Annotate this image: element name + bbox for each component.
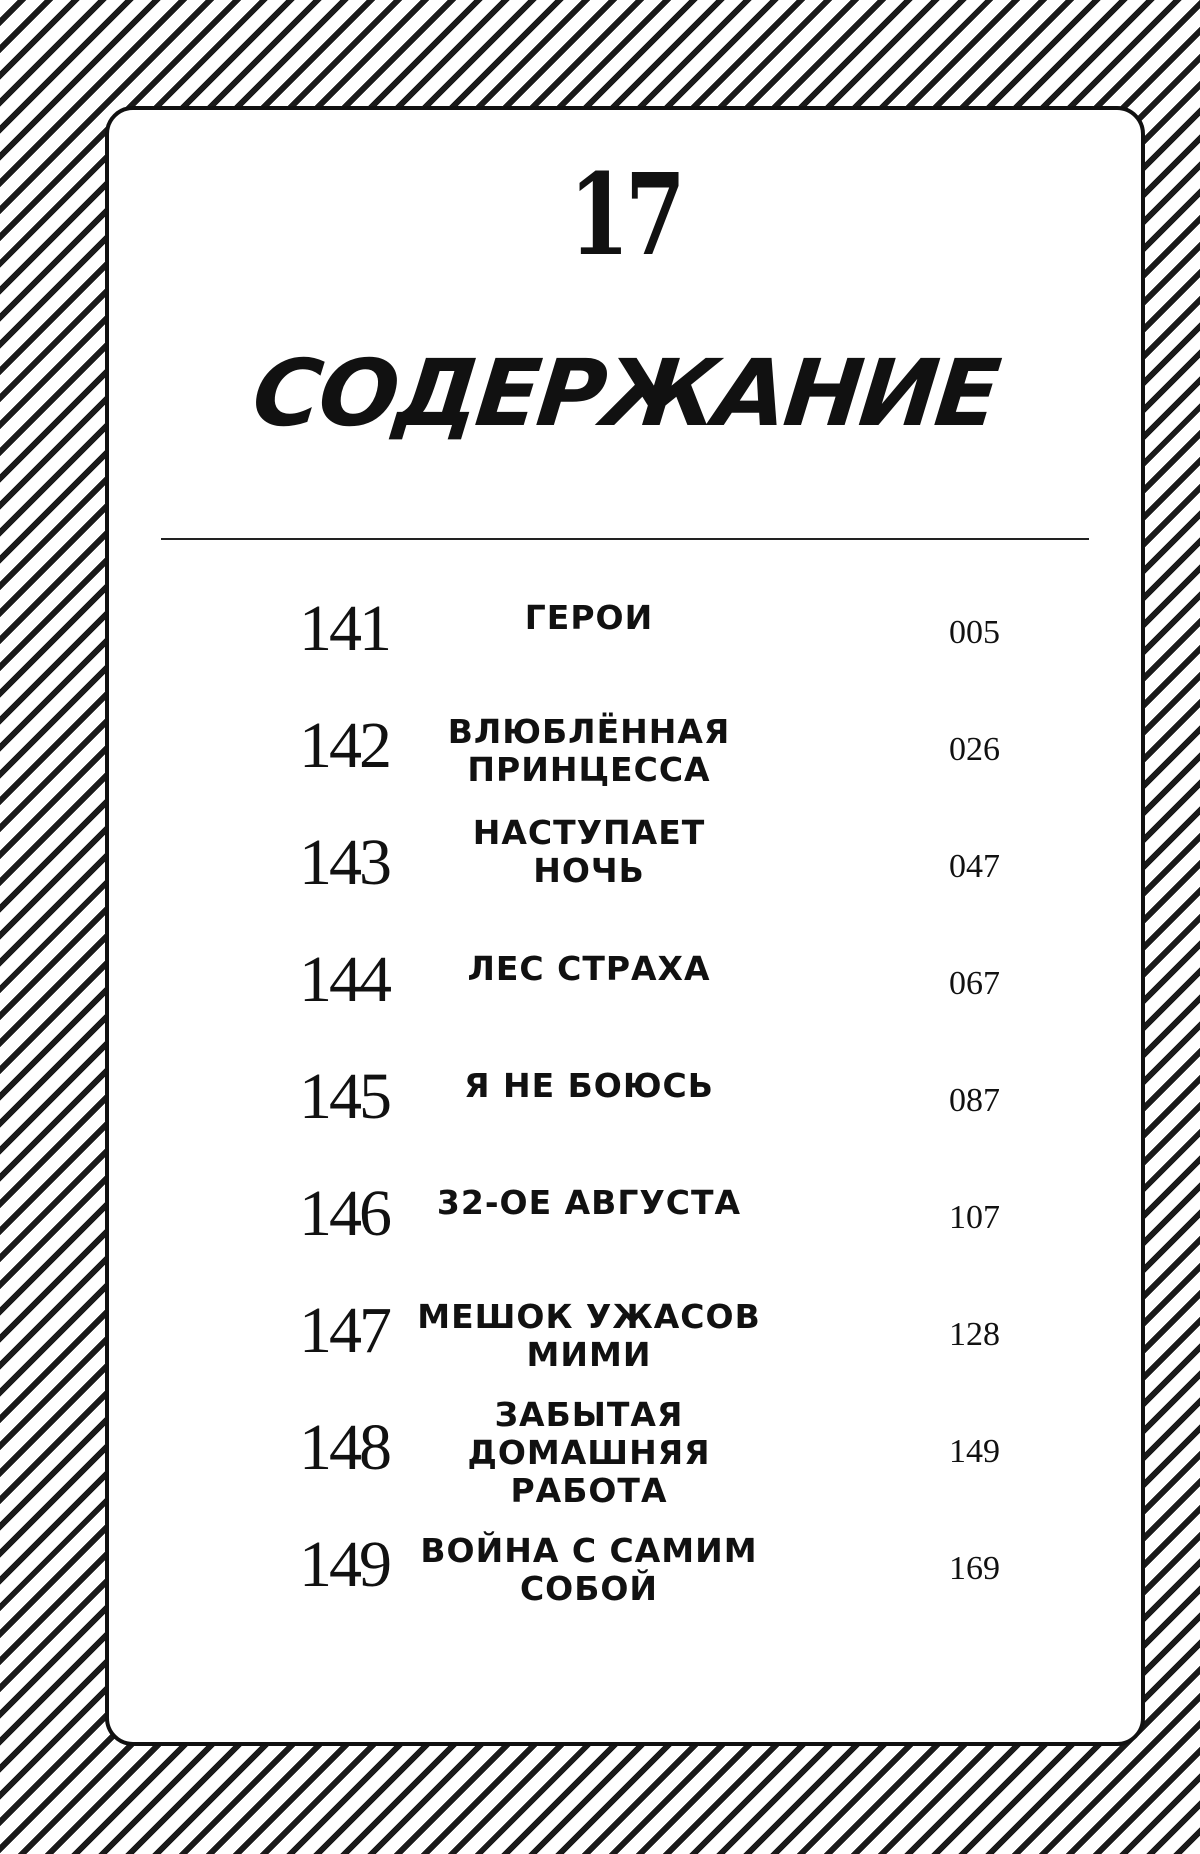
chapter-row[interactable] xyxy=(109,813,1141,939)
chapter-page: 087 xyxy=(949,1082,1000,1119)
contents-panel xyxy=(105,106,1145,1746)
chapter-page: 169 xyxy=(949,1550,1000,1587)
chapter-row[interactable] xyxy=(109,939,1141,1056)
chapter-row[interactable] xyxy=(109,1524,1141,1641)
chapter-page: 107 xyxy=(949,1199,1000,1236)
chapter-list xyxy=(109,588,1141,1641)
chapter-title: НАСТУПАЕТ НОЧЬ xyxy=(472,813,706,890)
chapter-number: 147 xyxy=(299,1294,389,1367)
chapter-row[interactable] xyxy=(109,1290,1141,1407)
chapter-row[interactable] xyxy=(109,705,1141,822)
chapter-title: ВОЙНА С САМИМ СОБОЙ xyxy=(420,1531,758,1608)
chapter-page: 128 xyxy=(949,1316,1000,1353)
chapter-number: 142 xyxy=(299,709,389,782)
chapter-row[interactable] xyxy=(109,1173,1141,1290)
chapter-title: 32-ОЕ АВГУСТА xyxy=(436,1183,742,1222)
chapter-number: 146 xyxy=(299,1177,389,1250)
chapter-number: 145 xyxy=(299,1060,389,1133)
chapter-page: 149 xyxy=(949,1433,1000,1470)
divider xyxy=(161,538,1089,540)
chapter-title: МЕШОК УЖАСОВ МИМИ xyxy=(417,1297,761,1374)
volume-number: 17 xyxy=(568,150,682,281)
chapter-title: ГЕРОИ xyxy=(524,598,654,637)
chapter-page: 067 xyxy=(949,965,1000,1002)
chapter-number: 148 xyxy=(299,1411,389,1484)
chapter-title: ЗАБЫТАЯ ДОМАШНЯЯ РАБОТА xyxy=(467,1395,711,1510)
chapter-row[interactable] xyxy=(109,1395,1141,1524)
chapter-row[interactable] xyxy=(109,1056,1141,1173)
chapter-number: 149 xyxy=(299,1528,389,1601)
chapter-page: 005 xyxy=(949,614,1000,651)
chapter-page: 047 xyxy=(949,848,1000,885)
chapter-page: 026 xyxy=(949,731,1000,768)
chapter-number: 141 xyxy=(299,592,389,665)
chapter-number: 144 xyxy=(299,943,389,1016)
chapter-title: Я НЕ БОЮСЬ xyxy=(464,1066,714,1105)
chapter-title: ВЛЮБЛЁННАЯ ПРИНЦЕССА xyxy=(447,712,731,789)
page-title: СОДЕРЖАНИЕ xyxy=(247,340,1003,447)
chapter-number: 143 xyxy=(299,826,389,899)
chapter-row[interactable] xyxy=(109,588,1141,705)
chapter-title: ЛЕС СТРАХА xyxy=(467,949,711,988)
